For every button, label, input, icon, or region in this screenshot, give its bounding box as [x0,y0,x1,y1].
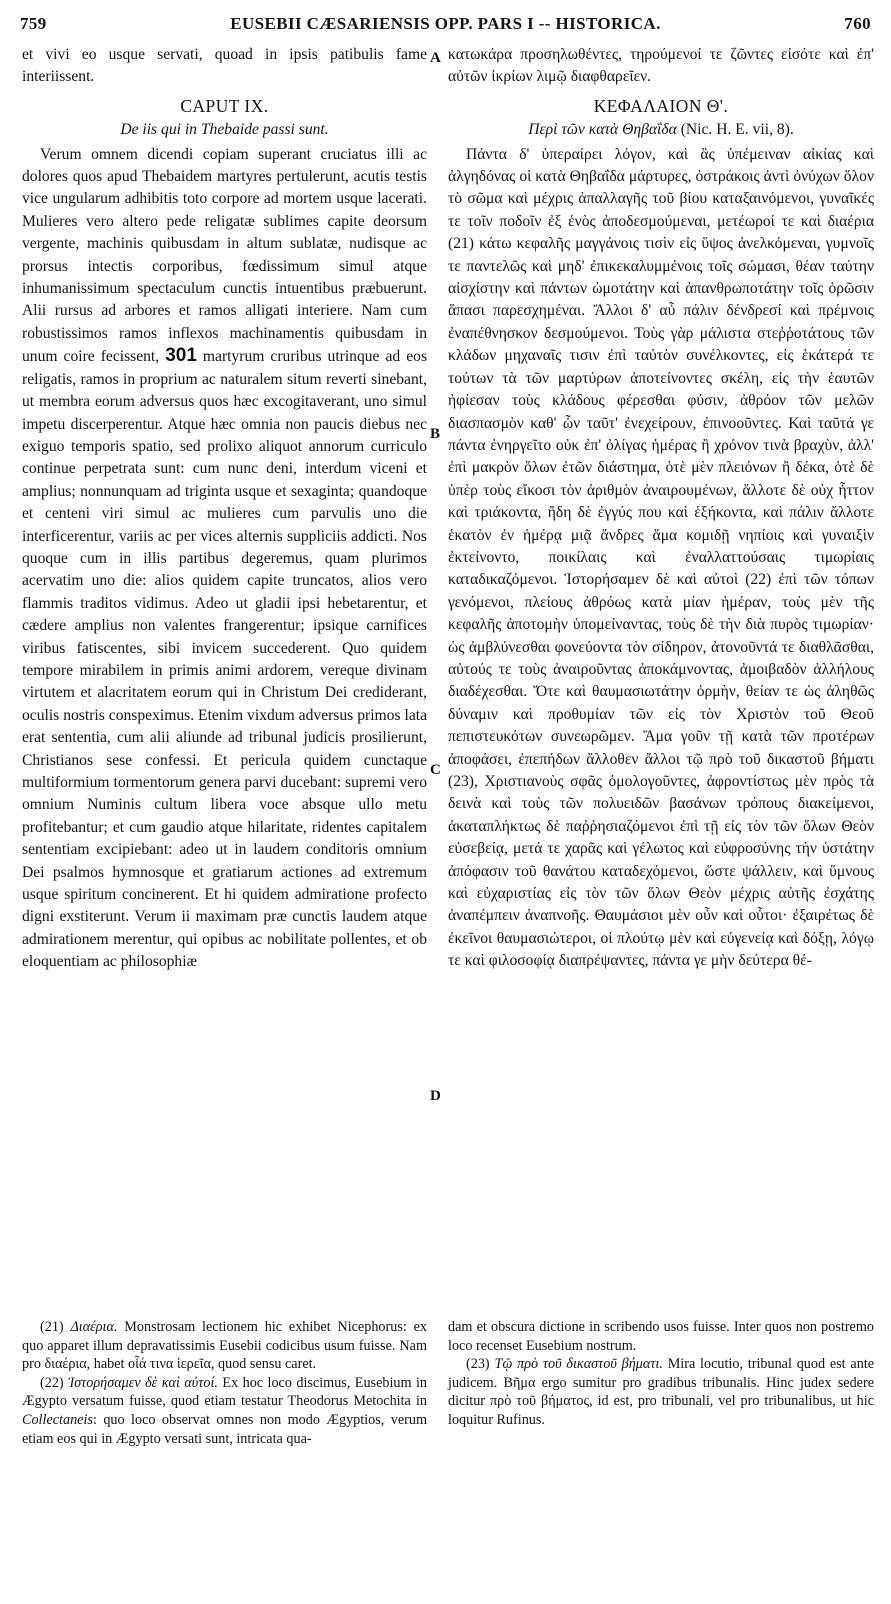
footnote-22-label: (22) [40,1374,64,1391]
footnotes-right [448,1318,874,1430]
latin-body-part-1: Verum omnem dicendi copiam superant cruciatus illi ac dolores quos apud Thebaidem martyres pertulerunt, acutis testis vice ungularum adhibitis toto corpore ad mortem usque lacerati. Mulieres vero altero pede religatæ sublimes capite deorsum vergente, machinis quibusdam in altum sublatæ, nudisque ac prorsus intectis corporibus, fœdissimum simul atque inhumanissimum spectaculum cunctis intuentibus præbuerunt. Alii rursus ad arbores et ramos alligati interiere. Nam cum robustissimos ramos inflexos machinamentis quibusdam in unum coire fecissent, [22,145,427,366]
footnote-21-label: (21) [40,1319,64,1335]
margin-letter-d: D [430,1088,441,1104]
latin-chapter-subtitle: De iis qui in Thebaide passi sunt. [120,121,329,139]
footnotes-left [22,1318,427,1448]
footnote-22 [22,1374,427,1448]
latin-body-paragraph [22,144,427,974]
greek-body-paragraph: Πάντα δ' ὑπεραίρει λόγον, καὶ ἃς ὑπέμειναν αἰκίας καὶ ἀλγηδόνας οἱ κατὰ Θηβαΐδα μάρτυρες, ὀστράκοις ἀντὶ ὀνύχων ὅλον τὸ σῶμα καὶ μέχρις ἀπαλλαγῆς τοῦ βίου καταξαινόμενοι, γυναῖκές τε τοῖν ποδοῖν ἐξ ἑνὸς ἀποδεσμούμεναι, μετέωροί τε καὶ διαέρια (21) κάτω κεφαλῆς μαγγάνοις τισὶν εἰς ὕψος ἀνελκόμεναι, γυμνοῖς τε παντελῶς καὶ μηδ' ἐπικεκαλυμμένοις τοῖς σώμασι, θέαν ταύτην αἰσχίστην καὶ πάντων ὠμοτάτην καὶ ἀπανθρωποτάτην τοῖς ὁρῶσιν ἅπασι παρεσχημέναι. Ἄλλοι δ' αὖ πάλιν δένδρεσί καὶ πρέμνοις ἐναπέθνησκον δεσμούμενοι. Τοὺς γὰρ μάλιστα στεῤῥοτάτους τῶν κλάδων μηχαναῖς τισιν ἐπὶ ταὐτὸν συνέλκοντες, εἰς ἑκάτερά τε τούτων τὰ τῶν μαρτύρων ἀποτείνοντες σκέλη, εἰς τὴν ἑαυτῶν ἠφίεσαν τοὺς κλάδους φέρεσθαι φύσιν, ἀθρόον τῶν μελῶν διασπασμὸν καθ' ὧν ταῦτ' ἐνεχείρουν, ἐπινοοῦντες. Καὶ ταῦτά γε πάντα ἐνηργεῖτο οὐκ ἐπ' ὀλίγας ἡμέρας ἢ χρόνον τινὰ βραχὺν, ἀλλ' ἐπὶ μακρὸν ὅλων ἐτῶν διάστημα, ὁτὲ μὲν πλειόνων ἢ δέκα, ὁτὲ δὲ ὑπὲρ τοὺς εἴκοσι τὸν ἀριθμὸν ἀναιρουμένων, ἄλλοτε δὲ οὐχ ἧττον καὶ τριάκοντα, ἤδη δὲ ἐγγύς που καὶ ἑξήκοντα, καὶ πάλιν ἄλλοτε ἑκατὸν ἐν ἡμέρᾳ μιᾷ ἄνδρες ἅμα κομιδῇ νηπίοις καὶ γυναιξὶν ἐκτείνοντο, ποικίλαις καὶ ἐναλλαττούσαις τιμωρίαις καταδικαζόμενοι. Ἱστορήσαμεν δὲ καὶ αὐτοὶ (22) ἐπὶ τῶν τόπων γενόμενοι, πλείους ἀθρόως κατὰ μίαν ἡμέραν, τοὺς μὲν τῆς κεφαλῆς ἀποτομὴν ὑπομείναντας, τοὺς δὲ τὴν διὰ πυρὸς τιμωρίαν· ὡς ἀμβλύνεσθαι φονεύοντα τὸν σίδηρον, ἀτονοῦντά τε διαθλᾶσθαι, αὐτούς τε τοὺς ἀναιροῦντας ἀποκάμνοντας, ἀμοιβαδὸν ἀλλήλους διαδέχεσθαι. Ὅτε καὶ θαυμασιωτάτην ὁρμὴν, θείαν τε ὡς ἀληθῶς δύναμιν καὶ προθυμίαν τῶν εἰς τὸν Χριστὸν τοῦ Θεοῦ πεπιστευκότων συνεωρῶμεν. Ἅμα γοῦν τῇ κατὰ τῶν προτέρων ἀποφάσει, ἐπεπήδων ἄλλοθεν ἄλλοι τῷ πρὸ τοῦ δικαστοῦ βήματι (23), Χριστιανοὺς σφᾶς ὁμολογοῦντες, ἀφροντίστως μὲν πρὸς τὰ δεινὰ καὶ τοὺς τῶν πολυειδῶν βασάνων τρόπους διακείμενοι, ἀκαταπλήκτως δὲ παῤῥησιαζόμενοι ἐπὶ τῇ εἰς τὸν τῶν ὅλων Θεὸν εὐσεβείᾳ, μετά τε χαρᾶς καὶ γέλωτος καὶ εὐφροσύνης τὴν ὑστάτην ἀπόφασιν τοῦ θανάτου καταδεχόμενοι, ὥστε ψάλλειν, καὶ ὕμνους καὶ εὐχαριστίας εἰς τὸν τῶν ὅλων Θεὸν μέχρις αὐτῆς ἐσχάτης ἀναπέμπειν ἀναπνοῆς. Θαυμάσιοι μὲν οὖν καὶ οὗτοι· ἐξαιρέτως δὲ ἐκεῖνοι θαυμασιώτεροι, οἱ πλούτῳ μὲν καὶ εὐγενείᾳ καὶ δόξῃ, λόγῳ τε καὶ φιλοσοφίᾳ διαπρέψαντες, πάντα γε μὴν δεύτερα θέ- [448,145,874,970]
latin-chapter-title: CAPUT IX. [180,95,269,116]
latin-lead-text: et vivi eo usque servati, quoad in ipsis patibulis fame interiissent. [22,46,427,86]
page-number-right: 760 [844,14,871,33]
latin-body-part-2: martyrum cruribus utrinque ad eos religatis, ramos in proprium ac naturalem situm reverti sinebant, ut membra eorum adversus quos hæc excogitaverant, uno simul impetu discerperentur. Atque hæc omnia non paucis diebus nec exiguo temporis spatio, sed prolixo aliquot annorum curriculo continue perpetrata sunt: cum nunc deni, interdum viceni et amplius; nonnunquam ad triginta usque et sexaginta; quandoque et centeni viri simul ac mulieres cum parvulis uno die interficerentur, variis ac per vices alternis suppliciis addicti. Nos quoque cum in illis partibus degeremus, quam plurimos acervatim uno die: alios quidem capite truncatos, alios vero flammis traditos vidimus. Adeo ut gladii ipsi hebetarentur, et cædere amplius non valentes frangerentur; ipsique carnifices viribus fatiscentes, sibi invicem succederent. Quo quidem tempore mirabilem in primis animi ardorem, vereque divinam virtutem et alacritatem eorum qui in Christum Dei crediderant, oculis nostris conspeximus. Etenim vixdum adversus primos lata erat sententia, cum alii aliunde ad tribunal judicis prosilierunt, Christianos sese confessi. Et pericula quidem cunctaque multiformium tormentorum genera parvi ducebant: supremi vero omnium Numinis cultum libera voce absque ullo metu profitebantur; et cum gaudio atque hilaritate, ridentes capitalem sententiam excipiebant: adeo ut in laudem conditoris omnium Dei psalmos hymnosque et gratiarum actiones ad extremum usque spiritum concinerent. Et hi quidem admiratione profecto digni exstiterunt. Verum ii maximam præ cunctis laudem atque admirationem merentur, qui opibus ac nobilitate pollentes, et ob eloquentiam ac philosophiæ [22,348,428,971]
page-number-left: 759 [20,14,47,33]
greek-chapter-title: ΚΕΦΑΛΑΙΟΝ Θ'. [593,95,729,116]
margin-letter-b: B [430,426,441,442]
greek-subtitle-text: Περὶ τῶν κατὰ Θηβαΐδα [528,121,677,139]
page-marker-number: 301 [165,345,197,367]
running-title: EUSEBII CÆSARIENSIS OPP. PARS I -- HISTORICA. [230,14,661,33]
footnote-22-text-continued: : quo loco observat omnes non modo Ægyptios, verum etiam eos qui in Ægypto versati sunt, intricata qua- [22,1411,427,1447]
footnote-23-text: Mira locutio, tribunal quod est ante judicem. Βῆμα ergo sumitur pro gradibus tribunalis. Hinc judex sedere dicitur πρὸ τοῦ βήματος, id est, pro tribunali, vel pro tribunalibus, ut hic loquitur Rufinus. [448,1356,875,1428]
footnote-21-lemma: Διαέρια. [70,1319,118,1335]
margin-letter-c: C [430,762,441,778]
footnote-23 [448,1355,874,1429]
footnote-21-text: Monstrosam lectionem hic exhibet Nicephorus: ex quo apparet illum depravatissimis Eusebii codicibus usum fuisse. Nam pro διαέρια, habet οἷά τινα ἱερεῖα, quod sensu caret. [22,1319,427,1373]
greek-subtitle-reference: (Nic. H. E. vii, 8). [680,121,794,139]
latin-column [22,44,427,974]
footnote-23-label: (23) [466,1356,490,1373]
greek-lead-text: κατωκάρα προσηλωθέντες, τηρούμενοί τε ζῶντες εἰσότε καὶ ἐπ' αὐτῶν ἰκρίων λιμῷ διαφθαρεῖεν. [448,46,874,86]
footnote-22-text: Ex hoc loco discimus, Eusebium in Ægypto versatum fuisse, quod etiam testatur Theodorus Metochita in [22,1374,428,1410]
footnote-22-continuation: dam et obscura dictione in scribendo usos fuisse. Inter quos non postremo loco recenset Eusebium nostrum. [448,1319,874,1354]
footnote-22-work-title: Collectaneis [22,1411,93,1428]
footnote-21 [22,1318,427,1374]
footnote-23-lemma: Τῷ πρὸ τοῦ δικαστοῦ βήματι. [494,1356,663,1373]
greek-column [448,44,874,973]
margin-letter-a: A [430,50,441,66]
running-head [20,14,871,38]
footnote-22-lemma: Ἱστορήσαμεν δὲ καὶ αὐτοί. [68,1374,218,1391]
greek-chapter-subtitle [448,119,874,141]
